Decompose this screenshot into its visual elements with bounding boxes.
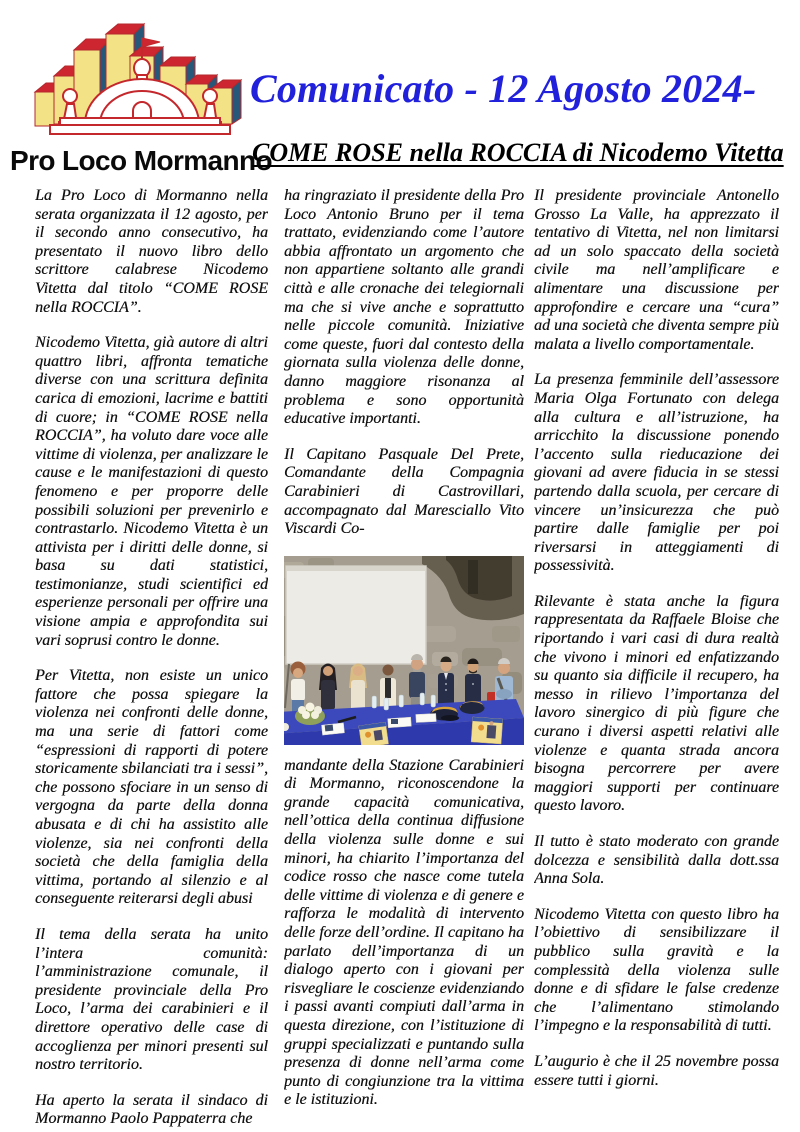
paragraph: La presenza femminile dell’assessore Maria Olga Fortunato con delega alla cultura e all’istruzione, ha arricchito la discussione ponendo l’accento sulla rieducazione dei giovani ad avere fiducia in se stessi partendo dalla scuola, per cercare di vincere un’insicurezza che può partire dalle famiglie per poi riversarsi in atteggiamenti di possessività. xyxy=(534,371,779,575)
event-photo xyxy=(284,556,524,745)
paragraph: L’augurio è che il 25 novembre possa essere tutti i giorni. xyxy=(534,1052,779,1089)
pro-loco-mormanno-logo xyxy=(30,20,248,144)
paragraph: Il presidente provinciale Antonello Grosso La Valle, ha apprezzato il tentativo di Vitetta, nel non limitarsi ad un solo spaccato della società civile ma nell’amplificare e alimentare una discussione per approfondire e cercare una “cura” ad una società che diventa sempre più malata a livello comportamentale. xyxy=(534,187,779,353)
logo-caption: Pro Loco Mormanno xyxy=(10,145,273,176)
paragraph: Nicodemo Vitetta con questo libro ha l’obiettivo di sensibilizzare il pubblico sulla gravità e la complessità della violenza sulle donne e di sfidare le false credenze che l’alimentano stimolando l’impegno e la responsabilità di tutti. xyxy=(534,905,779,1035)
paragraph: Il tutto è stato moderato con grande dolcezza e sensibilità dalla dott.ssa Anna Sola. xyxy=(534,833,779,888)
paragraph: mandante della Stazione Carabinieri di Mormanno, riconoscendone la grande capacità comunicativa, nell’ottica della continua diffusione della violenza sulle donne e sui minori, ha chiarito l’importanza del codice rosso che nasce come tutela delle vittime di violenza e di genere e rafforza le modalità di intervento delle forze dell’ordine. Il capitano ha parlato dell’importanza di un dialogo aperto con i giovani per risvegliare le coscienze evidenziando i passi avanti compiuti dall’arma in questa direzione, con l’istituzione di gruppi specializzati e puntando sulla presenza di donne nell’arma come punto di congiunzione tra la vittima e le istituzioni. xyxy=(284,756,524,1109)
page-title: Comunicato - 12 Agosto 2024- xyxy=(250,65,757,111)
paragraph: ha ringraziato il presidente della Pro Loco Antonio Bruno per il tema trattato, evidenziando come l’autore abbia affrontato un argomento che non appartiene soltanto alle grandi città e alle cronache dei telegiornali ma che si vive anche e soprattutto nelle piccole comunità. Iniziative come queste, fuori dal contesto della giornata sulla violenza delle donne, danno maggiore risonanza al problema e sono opportunità educative importanti. xyxy=(284,187,524,428)
paragraph: Il tema della serata ha unito l’intera comunità: l’amministrazione comunale, il presidente provinciale della Pro Loco, l’arma dei carabinieri e il direttore operativo delle case di accoglienza per minori presenti sul nostro territorio. xyxy=(35,925,268,1074)
column-2 xyxy=(284,187,524,1129)
paragraph: Nicodemo Vitetta, già autore di altri quattro libri, affronta tematiche diverse con una scrittura definita carica di emozioni, lacrime e battiti di cuore; in “COME ROSE nella ROCCIA”, ha voluto dare voce alle vittime di violenza, per analizzare le cause e le manifestazioni di questo fenomeno e per proporre delle possibili soluzioni per prevenirlo e contrastarlo. Nicodemo Vitetta è un attivista per i diritti delle donne, si basa su dati statistici, testimonianze, studi scientifici ed esperienze personali per offrire una visione ampia e approfondita sui vari soprusi contro le donne. xyxy=(35,334,268,649)
page-subtitle: COME ROSE nella ROCCIA di Nicodemo Vitetta xyxy=(252,137,784,167)
paragraph: Il Capitano Pasquale Del Prete, Comandante della Compagnia Carabinieri di Castrovillari, accompagnato dal Maresciallo Vito Viscardi Co- xyxy=(284,445,524,538)
paragraph: Per Vitetta, non esiste un unico fattore che possa spiegare la violenza nei confronti delle donne, ma una serie di fattori come “espressioni di rapporti di potere storicamente sbilanciati tra i sessi”, che possono sfociare in un senso di vergogna da parte della donna abusata e di chi ha assistito alle violenze, sia nei confronti della società che della famiglia della vittima, portando al silenzio e al conseguente reiterarsi degli abusi xyxy=(35,667,268,908)
column-3 xyxy=(534,187,779,1129)
column-1 xyxy=(35,187,268,1127)
paragraph: La Pro Loco di Mormanno nella serata organizzata il 12 agosto, per il secondo anno consecutivo, ha presentato il nuovo libro dello scrittore calabrese Nicodemo Vitetta dal titolo “COME ROSE nella ROCCIA”. xyxy=(35,187,268,316)
paragraph: Rilevante è stata anche la figura rappresentata da Raffaele Bloise che riportando i vari casi di dura realtà che vivono i minori ed enfatizzando su quanto sia difficile il recupero, ha messo in rilievo l’importanza del lavoro sinergico di più figure che curano i diversi aspetti relativi alle violenze e quanta strada ancora bisogna percorrere per avere maggiori supporti per continuare questo lavoro. xyxy=(534,592,779,815)
paragraph: Ha aperto la serata il sindaco di Mormanno Paolo Pappaterra che xyxy=(35,1091,268,1127)
event-photo-illustration xyxy=(284,556,524,745)
